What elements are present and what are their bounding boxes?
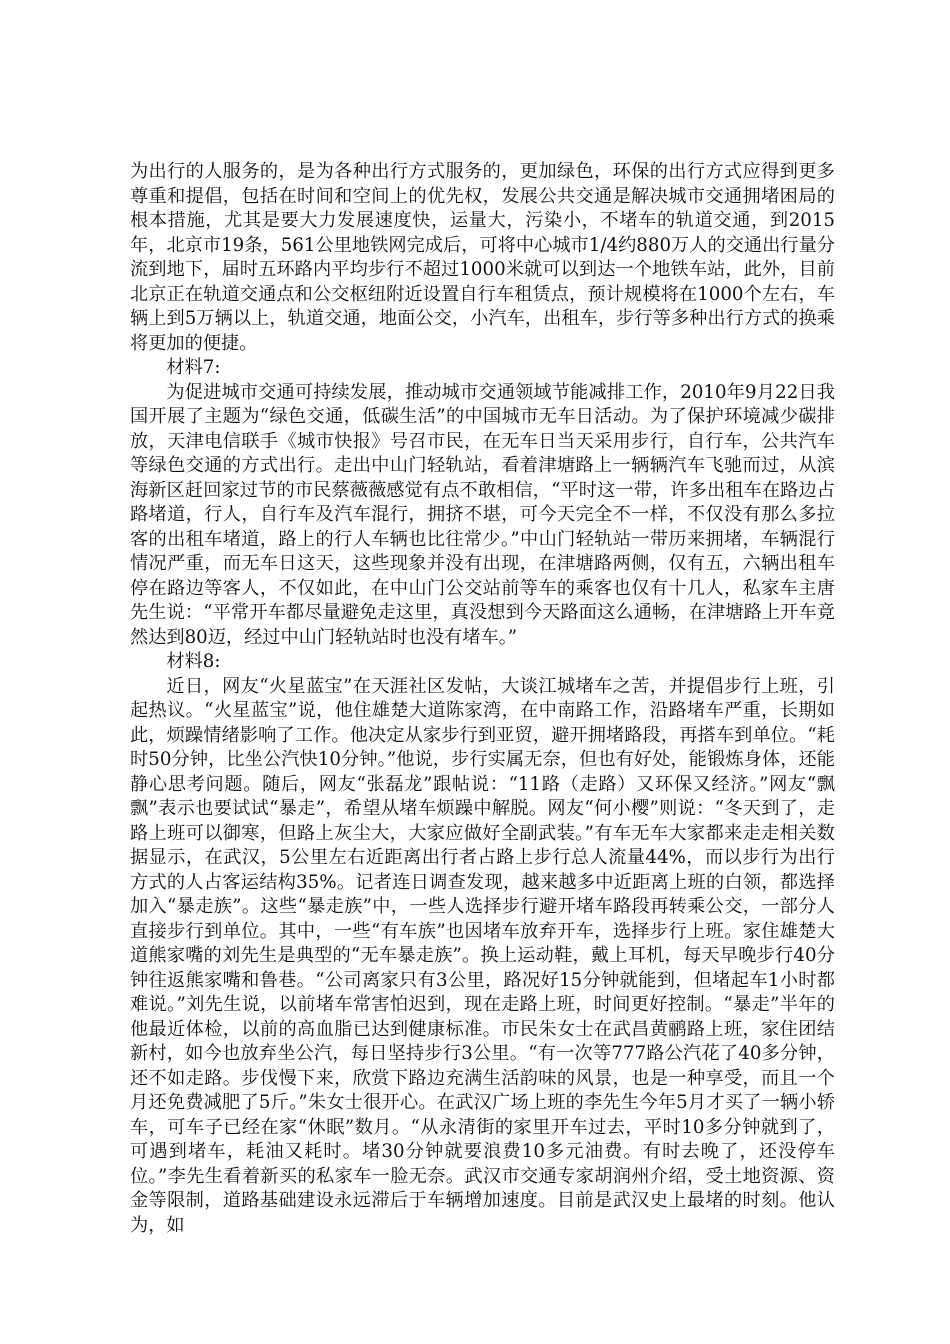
paragraph-continued: 为出行的人服务的，是为各种出行方式服务的，更加绿色，环保的出行方式应得到更多尊重和提倡，包括在时间和空间上的优先权，发展公共交通是解决城市交通拥堵困局的根本措施，尤其是要大力发展速度快，运量大，污染小，不堵车的轨道交通，到2015年，北京市19条，561公里地铁网完成后，可将中心城市1/4约880万人的交通出行量分流到地下，届时五环路内平均步行不超过1000米就可以到达一个地铁车站，此外，目前北京正在轨道交通点和公交枢纽附近设置自行车租赁点，预计规模将在1000个左右，车辆上到5万辆以上，轨道交通，地面公交，小汽车，出租车，步行等多种出行方式的换乘将更加的便捷。 xyxy=(130,161,835,354)
material-8-heading: 材料8: xyxy=(166,651,221,672)
material-7-heading: 材料7: xyxy=(166,357,221,378)
document-page xyxy=(130,160,835,1238)
material-7-paragraph: 为促进城市交通可持续发展，推动城市交通领域节能减排工作，2010年9月22日我国开展了主题为“绿色交通，低碳生活”的中国城市无车日活动。为了保护环境减少碳排放，天津电信联手《城市快报》号召市民，在无车日当天采用步行，自行车，公共汽车等绿色交通的方式出行。走出中山门轻轨站，看着津塘路上一辆辆汽车飞驰而过，从滨海新区赶回家过节的市民蔡薇薇感觉有点不敢相信，“平时这一带，许多出租车在路边占路堵道，行人，自行车及汽车混行，拥挤不堪，可今天完全不一样，不仅没有那么多拉客的出租车堵道，路上的行人车辆也比往常少。”中山门轻轨站一带历来拥堵，车辆混行情况严重，而无车日这天，这些现象并没有出现，在津塘路两侧，仅有五，六辆出租车停在路边等客人，不仅如此，在中山门公交站前等车的乘客也仅有十几人，私家车主唐先生说：“平常开车都尽量避免走这里，真没想到今天路面这么通畅，在津塘路上开车竟然达到80迈，经过中山门轻轨站时也没有堵车。” xyxy=(130,381,835,648)
material-8-paragraph: 近日，网友“火星蓝宝”在天涯社区发帖，大谈江城堵车之苦，并提倡步行上班，引起热议。“火星蓝宝”说，他住雄楚大道陈家湾，在中南路工作，沿路堵车严重，长期如此，烦躁情绪影响了工作。他决定从家步行到亚贸，避开拥堵路段，再搭车到单位。“耗时50分钟，比坐公汽快10分钟。”他说，步行实属无奈，但也有好处，能锻炼身体，还能静心思考问题。随后，网友“张磊龙”跟帖说：“11路（走路）又环保又经济。”网友“飘飘”表示也要试试“暴走”，希望从堵车烦躁中解脱。网友“何小樱”则说：“冬天到了，走路上班可以御寒，但路上灰尘大，大家应做好全副武装。”有车无车大家都来走走相关数据显示，在武汉，5公里左右近距离出行者占路上步行总人流量44%，而以步行为出行方式的人占客运结构35%。记者连日调查发现，越来越多中近距离上班的白领，都选择加入“暴走族”。这些“暴走族”中，一些人选择步行避开堵车路段再转乘公交，一部分人直接步行到单位。其中，一些“有车族”也因堵车放弃开车，选择步行上班。家住雄楚大道熊家嘴的刘先生是典型的“无车暴走族”。换上运动鞋，戴上耳机，每天早晚步行40分钟往返熊家嘴和鲁巷。“公司离家只有3公里，路况好15分钟就能到，但堵起车1小时都难说。”刘先生说，以前堵车常害怕迟到，现在走路上班，时间更好控制。“暴走”半年的他最近体检，以前的高血脂已达到健康标准。市民朱女士在武昌黄鹂路上班，家住团结新村，如今也放弃坐公汽，每日坚持步行3公里。“有一次等777路公汽花了40多分钟，还不如走路。步伐慢下来，欣赏下路边充满生活韵味的风景，也是一种享受，而且一个月还免费减肥了5斤。”朱女士很开心。在武汉广场上班的李先生今年5月才买了一辆小轿车，可车子已经在家“休眠”数月。“从永清街的家里开车过去，平时10多分钟就到了，可遇到堵车，耗油又耗时。堵30分钟就要浪费10多元油费。有时去晚了，还没停车位。”李先生看着新买的私家车一脸无奈。武汉市交通专家胡润州介绍，受土地资源、资金等限制，道路基础建设永远滞后于车辆增加速度。目前是武汉史上最堵的时刻。他认为，如 xyxy=(130,675,835,1236)
